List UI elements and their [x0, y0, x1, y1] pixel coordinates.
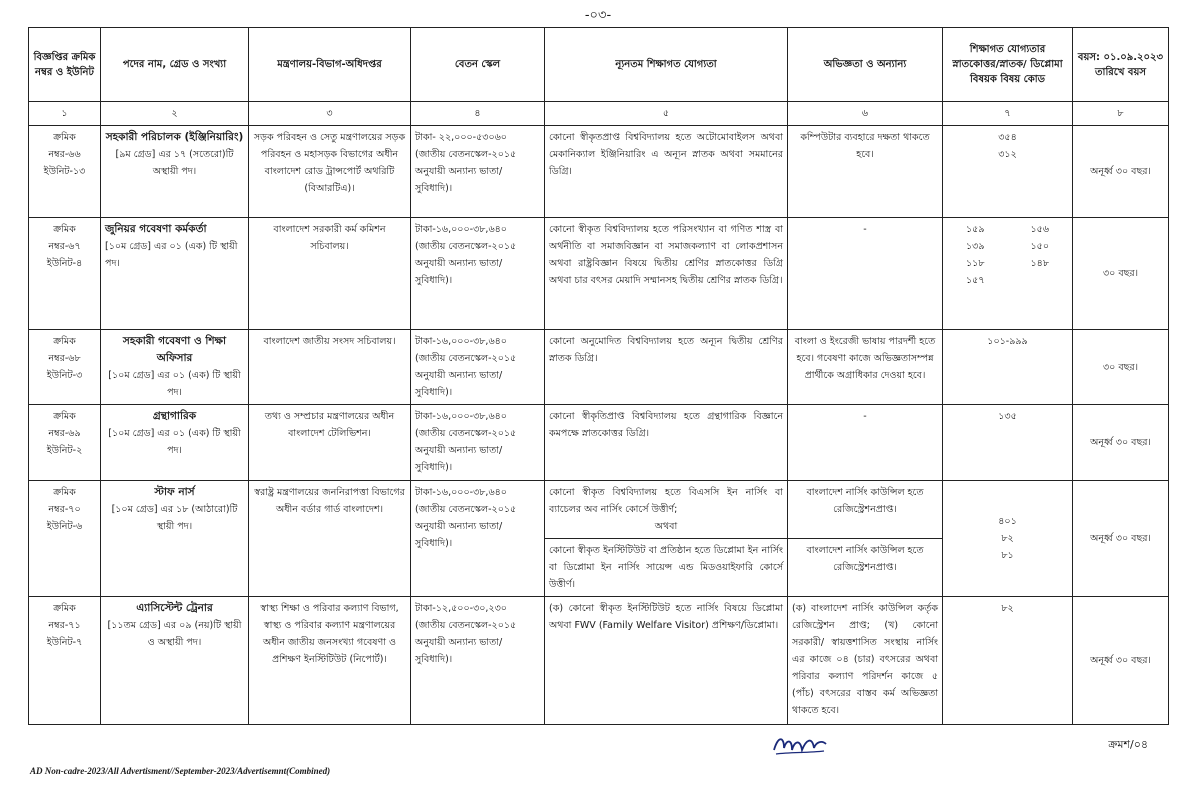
table-row [29, 597, 1169, 725]
header-age: বয়স: ০১.০৯.২০২৩ তারিখে বয়স [1073, 28, 1169, 102]
header-experience: অভিজ্ঞতা ও অন্যান্য [788, 28, 943, 102]
subject-codes: ১৩৫ [943, 405, 1073, 481]
subject-code: ১১৮ [966, 258, 985, 269]
signature [770, 730, 830, 758]
experience: - [788, 405, 943, 481]
subject-codes [947, 221, 1068, 289]
ministry: তথ্য ও সম্প্রচার মন্ত্রণালয়ের অধীন বাংলাদেশ টেলিভিশন। [249, 405, 411, 481]
pay-scale: টাকা-১৬,০০০-৩৮,৬৪০ (জাতীয় বেতনস্কেল-২০১৫ অনুযায়ী অন্যান্য ভাতা/ সুবিধাদি)। [411, 405, 545, 481]
column-number: ৩ [249, 102, 411, 126]
ministry: বাংলাদেশ জাতীয় সংসদ সচিবালয়। [249, 330, 411, 405]
header-row [29, 28, 1169, 102]
pay-scale: টাকা-১৬,০০০-৩৮,৬৪০ (জাতীয় বেতনস্কেল-২০১৫ অনুযায়ী অন্যান্য ভাতা/ সুবিধাদি)। [411, 218, 545, 330]
table-row [29, 405, 1169, 481]
ministry: সড়ক পরিবহন ও সেতু মন্ত্রণালয়ের সড়ক পরিবহন ও মহাসড়ক বিভাগের অধীন বাংলাদেশ রোড ট্রান্সপোর্ট অথরিটি (বিআরটিএ)। [249, 126, 411, 218]
education: কোনো অনুমোদিত বিশ্ববিদ্যালয় হতে অন্যূন দ্বিতীয় শ্রেণির স্নাতক ডিগ্রি। [545, 330, 788, 405]
column-number: ৫ [545, 102, 788, 126]
education: (ক) কোনো স্বীকৃত ইনস্টিটিউট হতে নার্সিং বিষয়ে ডিপ্লোমা অথবা FWV (Family Welfare Visitor) প্রশিক্ষণ/ডিপ্লোমা। [545, 597, 788, 725]
education: কোনো স্বীকৃতিপ্রাপ্ত বিশ্ববিদ্যালয় হতে গ্রন্থাগারিক বিজ্ঞানে কমপক্ষে স্নাতকোত্তর ডিগ্রি। [545, 405, 788, 481]
header-ministry: মন্ত্রণালয়-বিভাগ-অধিদপ্তর [249, 28, 411, 102]
table-row [29, 330, 1169, 405]
ministry: বাংলাদেশ সরকারী কর্ম কমিশন সচিবালয়। [249, 218, 411, 330]
post-title: গ্রন্থাগারিক [152, 410, 197, 422]
page-number: -০৩- [584, 8, 612, 23]
education-option-a: কোনো স্বীকৃত বিশ্ববিদ্যালয় হতে বিএসসি ইন নার্সিং বা ব্যাচেলর অব নার্সিং কোর্সে উত্তীর্ণ; [549, 487, 783, 515]
column-number-row [29, 102, 1169, 126]
table-row [29, 126, 1169, 218]
subject-code [1012, 272, 1069, 289]
age-limit: ৩০ বছর। [1073, 218, 1169, 330]
post-title: এ্যাসিস্টেন্ট ট্রেনার [136, 602, 213, 614]
education: কোনো স্বীকৃত বিশ্ববিদ্যালয় হতে পরিসংখ্যান বা গণিত শাস্ত্র বা অর্থনীতি বা সমাজবিজ্ঞান বা সমাজকল্যাণ বা লোকপ্রশাসন অথবা রাষ্ট্রবিজ্ঞান বিষয়ে দ্বিতীয় শ্রেণির স্নাতকোত্তর ডিগ্রি অথবা চার বৎসর মেয়াদি সম্মানসহ দ্বিতীয় শ্রেণির স্নাতক ডিগ্রি। [545, 218, 788, 330]
pay-scale: টাকা-১৬,০০০-৩৮,৬৪০ (জাতীয় বেতনস্কেল-২০১৫ অনুযায়ী অন্যান্য ভাতা/ সুবিধাদি)। [411, 481, 545, 597]
table-row [29, 481, 1169, 539]
subject-code: ১৫৭ [965, 275, 985, 286]
post-detail: [১০ম গ্রেড] এর ১৮ (আঠারো)টি স্থায়ী পদ। [111, 504, 238, 532]
post-detail: [১০ম গ্রেড] এর ০১ (এক) টি স্থায়ী পদ। [108, 370, 241, 398]
pay-scale: টাকা-১২,৫০০-৩০,২৩০ (জাতীয় বেতনস্কেল-২০১৫ অনুযায়ী অন্যান্য ভাতা/ সুবিধাদি)। [411, 597, 545, 725]
header-education: ন্যূনতম শিক্ষাগত যোগ্যতা [545, 28, 788, 102]
experience: কম্পিউটার ব্যবহারে দক্ষতা থাকতে হবে। [788, 126, 943, 218]
ministry: স্বরাষ্ট্র মন্ত্রণালয়ের জননিরাপত্তা বিভাগের অধীন বর্ডার গার্ড বাংলাদেশ। [249, 481, 411, 597]
subject-codes: ৪০১ ৮২ ৮১ [943, 481, 1073, 597]
header-subject-code: শিক্ষাগত যোগ্যতার স্নাতকোত্তর/স্নাতক/ ডিপ্লোমা বিষয়ক বিষয় কোড [943, 28, 1073, 102]
subject-codes: ৩৫৪ ৩১২ [943, 126, 1073, 218]
subject-code: ১৩৯ [965, 241, 985, 252]
column-number: ৬ [788, 102, 943, 126]
subject-code: ১৫৯ [966, 224, 985, 235]
age-limit: অনূর্ধ্ব ৩০ বছর। [1073, 597, 1169, 725]
column-number: ৪ [411, 102, 545, 126]
experience: বাংলাদেশ নার্সিং কাউন্সিল হতে রেজিস্ট্রেশনপ্রাপ্ত। [788, 481, 943, 539]
subject-code: ১৫০ [1030, 241, 1049, 252]
post-detail: [৯ম গ্রেড] এর ১৭ (সতেরো)টি অস্থায়ী পদ। [115, 149, 234, 177]
subject-codes: ১০১-৯৯৯ [943, 330, 1073, 405]
post-title: সহকারী গবেষণা ও শিক্ষা অফিসার [122, 335, 227, 364]
header-post: পদের নাম, গ্রেড ও সংখ্যা [101, 28, 249, 102]
continued-note: ক্রমশ/০৪ [1108, 738, 1148, 751]
document-footer: AD Non-cadre-2023/All Advertisment//September-2023/Advertisemnt(Combined) [30, 766, 331, 776]
header-serial: বিজ্ঞপ্তির ক্রমিক নম্বর ও ইউনিট [29, 28, 101, 102]
experience: (ক) বাংলাদেশ নার্সিং কাউন্সিল কর্তৃক রেজিস্ট্রেশন প্রাপ্ত; (খ) কোনো সরকারী/ স্বায়ত্তশাসিত সংস্থায় নার্সিং এর কাজে ০৪ (চার) বৎসরের অথবা পরিবার কল্যাণ পরিদর্শন কাজে ৫ (পাঁচ) বৎসরের বাস্তব কর্ম অভিজ্ঞতা থাকতে হবে। [788, 597, 943, 725]
serial-unit: ক্রমিক নম্বর-৬৯ ইউনিট-২ [29, 405, 101, 481]
column-number: ৮ [1073, 102, 1169, 126]
post-title: জুনিয়র গবেষণা কর্মকর্তা [105, 223, 207, 235]
education-or: অথবা [654, 521, 678, 532]
experience: - [788, 218, 943, 330]
experience: বাংলাদেশ নার্সিং কাউন্সিল হতে রেজিস্ট্রেশনপ্রাপ্ত। [788, 539, 943, 597]
experience: বাংলা ও ইংরেজী ভাষায় পারদর্শী হতে হবে। গবেষণা কাজে অভিজ্ঞতাসম্পন্ন প্রার্থীকে অগ্রাধিকার দেওয়া হবে। [788, 330, 943, 405]
job-circular-table [28, 27, 1169, 725]
subject-code: ১৫৬ [1030, 224, 1049, 235]
post-detail: [১০ম গ্রেড] এর ০১ (এক) টি স্থায়ী পদ। [108, 428, 241, 456]
education-option-b: কোনো স্বীকৃত ইনস্টিটিউট বা প্রতিষ্ঠান হতে ডিপ্লোমা ইন নার্সিং বা ডিপ্লোমা ইন নার্সিং সায়েন্স এন্ড মিডওয়াইফারি কোর্সে উত্তীর্ণ। [545, 539, 788, 597]
serial-unit: ক্রমিক নম্বর-৭১ ইউনিট-৭ [29, 597, 101, 725]
serial-unit: ক্রমিক নম্বর-৬৬ ইউনিট-১৩ [29, 126, 101, 218]
post-detail: [১০ম গ্রেড] এর ০১ (এক) টি স্থায়ী পদ। [105, 241, 238, 269]
age-limit: অনূর্ধ্ব ৩০ বছর। [1073, 126, 1169, 218]
column-number: ২ [101, 102, 249, 126]
serial-unit: ক্রমিক নম্বর-৬৮ ইউনিট-৩ [29, 330, 101, 405]
serial-unit: ক্রমিক নম্বর-৭০ ইউনিট-৬ [29, 481, 101, 597]
subject-codes: ৮২ [943, 597, 1073, 725]
post-title: স্টাফ নার্স [154, 486, 195, 498]
age-limit: অনূর্ধ্ব ৩০ বছর। [1073, 481, 1169, 597]
serial-unit: ক্রমিক নম্বর-৬৭ ইউনিট-৪ [29, 218, 101, 330]
column-number: ৭ [943, 102, 1073, 126]
pay-scale: টাকা- ২২,০০০-৫৩০৬০ (জাতীয় বেতনস্কেল-২০১৫ অনুযায়ী অন্যান্য ভাতা/ সুবিধাদি)। [411, 126, 545, 218]
subject-code: ১৪৮ [1030, 258, 1049, 269]
post-title: সহকারী পরিচালক (ইঞ্জিনিয়ারিং) [105, 131, 244, 143]
pay-scale: টাকা-১৬,০০০-৩৮,৬৪০ (জাতীয় বেতনস্কেল-২০১৫ অনুযায়ী অন্যান্য ভাতা/ সুবিধাদি)। [411, 330, 545, 405]
header-pay: বেতন স্কেল [411, 28, 545, 102]
age-limit: ৩০ বছর। [1073, 330, 1169, 405]
ministry: স্বাস্থ্য শিক্ষা ও পরিবার কল্যাণ বিভাগ, স্বাস্থ্য ও পরিবার কল্যাণ মন্ত্রণালয়ের অধীন জাতীয় জনসংখ্যা গবেষণা ও প্রশিক্ষণ ইনস্টিটিউট (নিপোর্ট)। [249, 597, 411, 725]
table-row [29, 218, 1169, 330]
column-number: ১ [29, 102, 101, 126]
post-detail: [১১তম গ্রেড] এর ০৯ (নয়)টি স্থায়ী ও অস্থায়ী পদ। [107, 620, 242, 648]
age-limit: অনূর্ধ্ব ৩০ বছর। [1073, 405, 1169, 481]
education: কোনো স্বীকৃতপ্রাপ্ত বিশ্ববিদ্যালয় হতে অটোমোবাইলস অথবা মেকানিক্যাল ইঞ্জিনিয়ারিং এ অন্যূন স্নাতক অথবা সমমানের ডিগ্রি। [545, 126, 788, 218]
